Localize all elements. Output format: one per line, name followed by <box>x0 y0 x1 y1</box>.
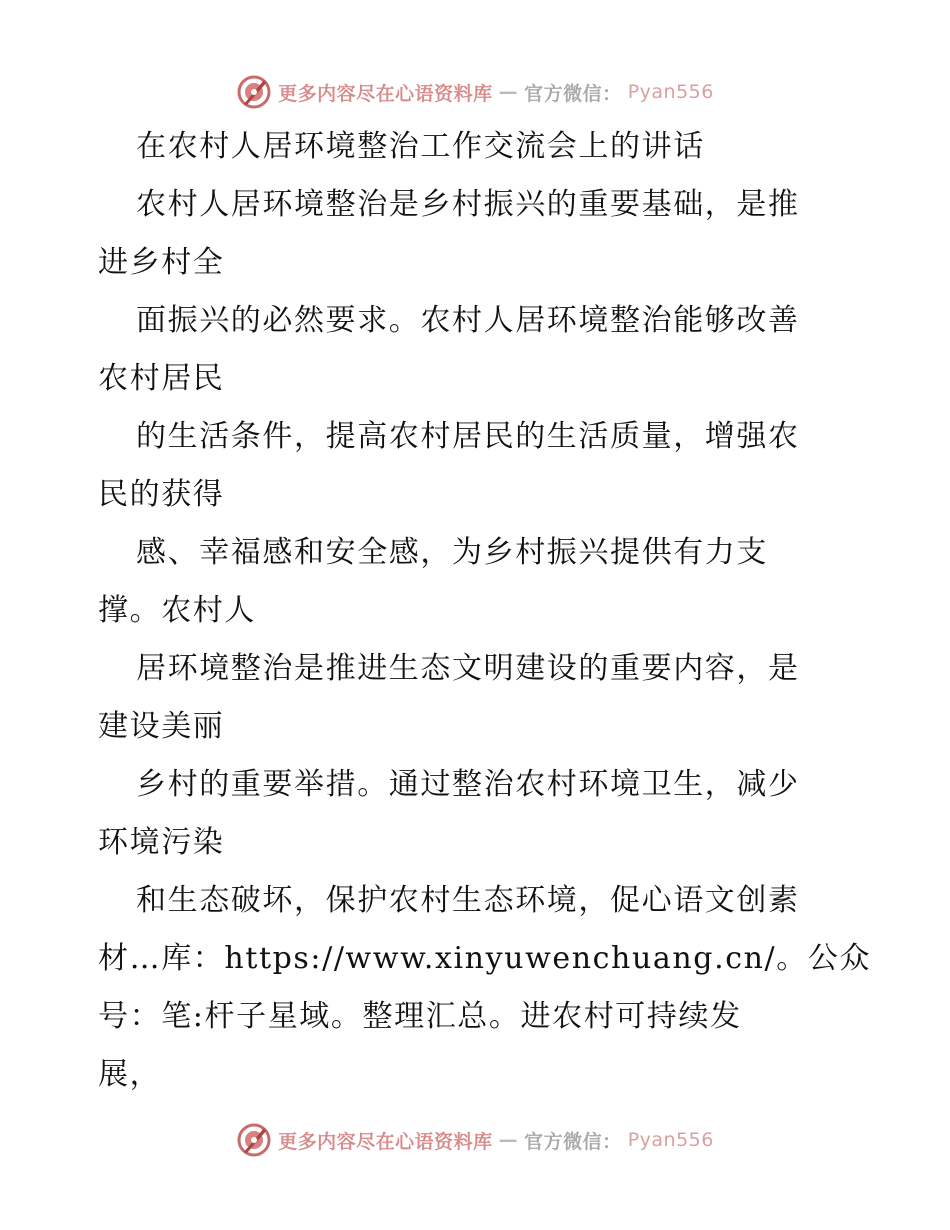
watermark-contact-id: Pyan556 <box>627 81 714 103</box>
watermark-contact-label: 官方微信： <box>524 82 622 105</box>
quill-seal-icon <box>236 74 272 110</box>
document-body <box>98 118 872 1104</box>
text-line: 材…库：https://www.xinyuwenchuang.cn/。公众 <box>98 941 872 976</box>
text-line: 进乡村全 <box>98 245 225 280</box>
watermark-brand: 更多内容尽在心语资料库 <box>278 82 493 105</box>
text-line: 居环境整治是推进生态文明建设的重要内容，是 <box>136 651 800 686</box>
text-line: 环境污染 <box>98 825 225 860</box>
text-line: 民的获得 <box>98 477 225 512</box>
text-line: 的生活条件，提高农村居民的生活质量，增强农 <box>136 419 800 454</box>
text-line: 农村人居环境整治是乡村振兴的重要基础，是推 <box>136 187 800 222</box>
watermark-separator: — <box>498 81 519 103</box>
text-line: 和生态破坏，保护农村生态环境，促心语文创素 <box>136 883 800 918</box>
quill-seal-icon <box>236 1122 272 1158</box>
footer-watermark <box>0 1120 950 1160</box>
watermark-contact-label: 官方微信： <box>524 1130 622 1153</box>
text-line: 展， <box>98 1057 162 1092</box>
document-title: 在农村人居环境整治工作交流会上的讲话 <box>136 129 705 164</box>
text-line: 面振兴的必然要求。农村人居环境整治能够改善 <box>136 303 800 338</box>
header-watermark <box>0 72 950 112</box>
text-line: 建设美丽 <box>98 709 225 744</box>
text-line: 农村居民 <box>98 361 225 396</box>
watermark-contact-id: Pyan556 <box>627 1129 714 1151</box>
text-line: 号：笔:杆子星域。整理汇总。进农村可持续发 <box>98 999 742 1034</box>
text-line: 感、幸福感和安全感，为乡村振兴提供有力支 <box>136 535 768 570</box>
watermark-brand: 更多内容尽在心语资料库 <box>278 1130 493 1153</box>
watermark-separator: — <box>498 1129 519 1151</box>
text-line: 撑。农村人 <box>98 593 256 628</box>
text-line: 乡村的重要举措。通过整治农村环境卫生，减少 <box>136 767 800 802</box>
